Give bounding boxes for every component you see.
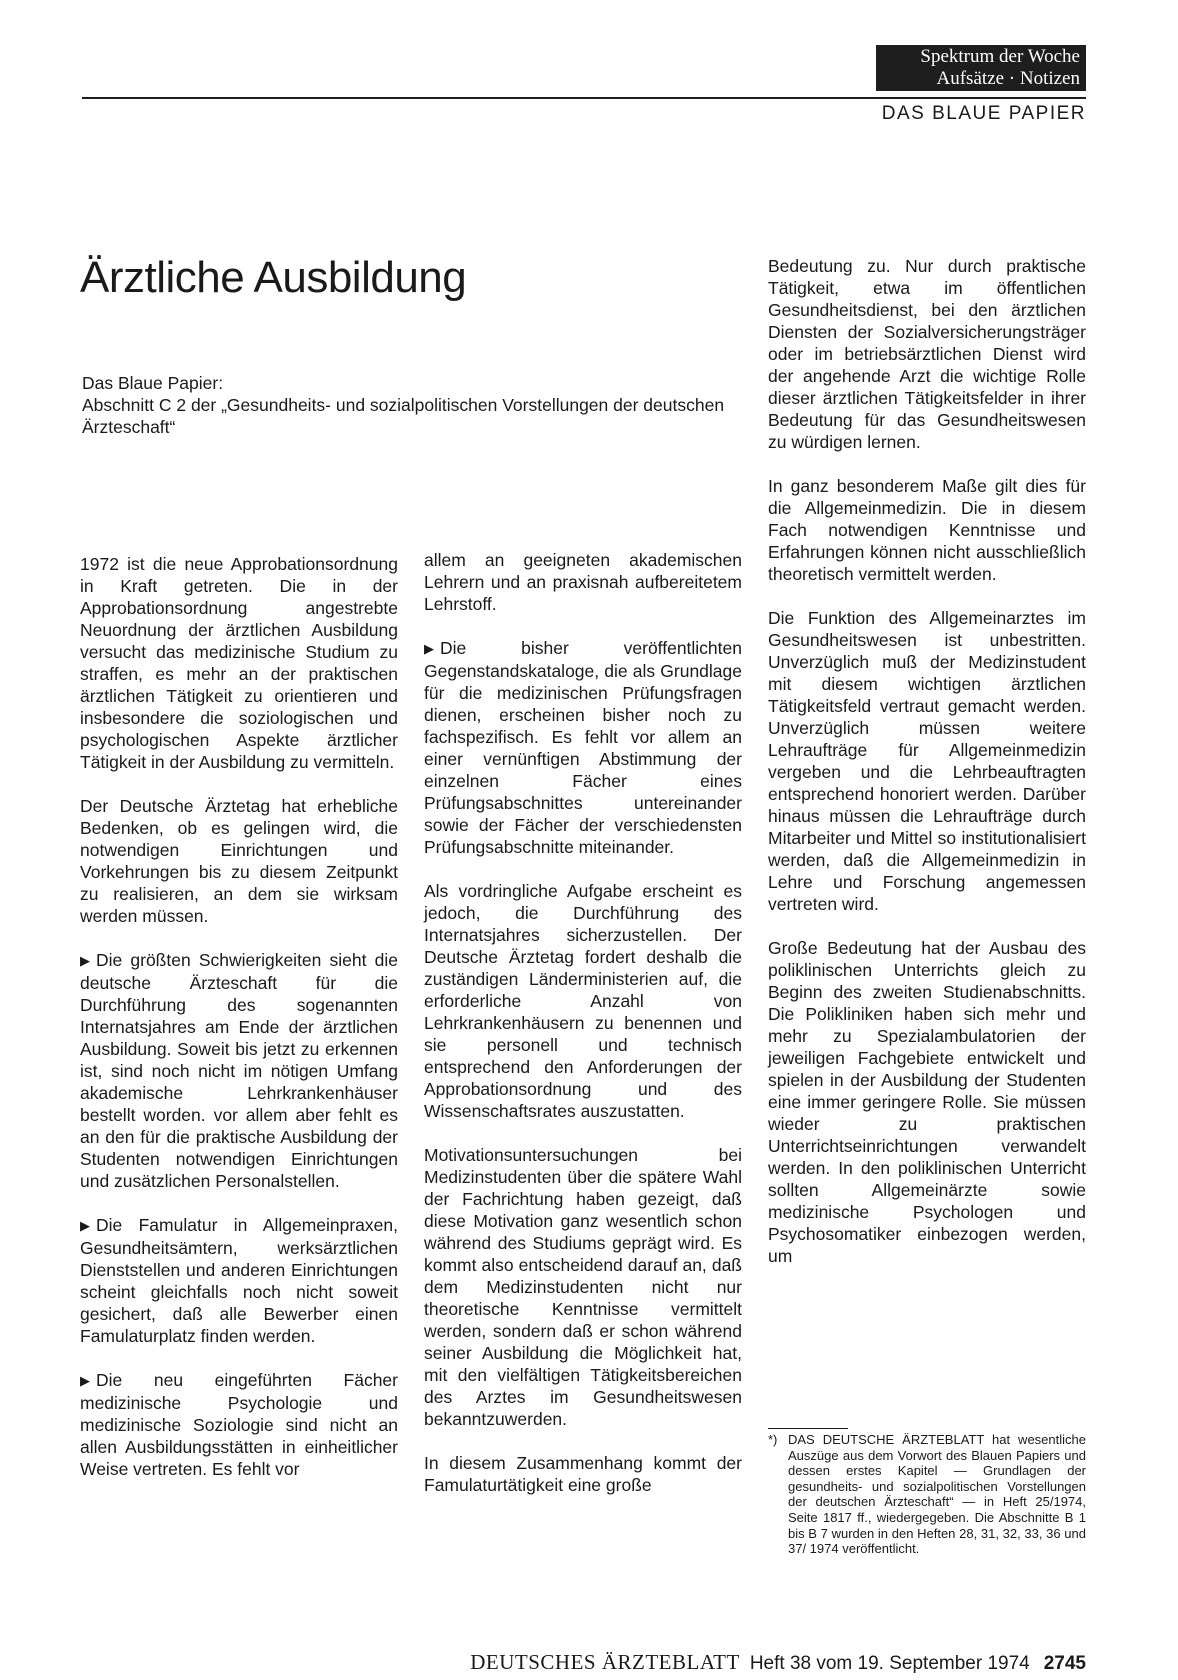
paragraph-text: Die größten Schwierigkeiten sieht die deutsche Ärzteschaft für die Durchführung des sogenannten Internatsjahres am Ende der ärztlichen Ausbildung. Soweit bis jetzt zu erkennen ist, sind noch nicht im nötigen Umfang akademische Lehrkrankenhäuser bestellt worden. vor allem aber fehlt es an den für die praktische Ausbildung der Studenten notwendigen Einrichtungen und zusätzlichen Personalstellen. — [80, 950, 398, 1191]
footnote-text: DAS DEUTSCHE ÄRZTEBLATT hat wesentliche Auszüge aus dem Vorwort des Blauen Papiers und dessen erstes Kapitel — Grundlagen der gesundheits- und sozialpolitischen Vorstellungen der deutschen Ärzteschaft“ — in Heft 25/1974, Seite 1817 ff., wiedergegeben. Die Abschnitte B 1 bis B 7 wurden in den Heften 28, 31, 32, 33, 36 und 37/ 1974 veröffentlicht. — [788, 1432, 1086, 1557]
article-title: Ärztliche Ausbildung — [80, 253, 467, 302]
paragraph: Die Funktion des Allgemeinarztes im Gesundheitswesen ist unbestritten. Unverzüglich muß der Medizinstudent mit diesem wichtigen ärztlichen Tätigkeitsfeld vertraut gemacht werden. Unverzüglich müssen weitere Lehraufträge für Allgemeinmedizin vergeben und die Lehrbeauftragten entsprechend honoriert werden. Darüber hinaus müssen die Lehraufträge durch Mitarbeiter und Mittel so institutionalisiert werden, daß die Allgemeinmedizin in Lehre und Forschung angemessen vertreten wird. — [768, 608, 1086, 914]
footnote-rule — [768, 1428, 848, 1429]
footnote-marker: *) — [768, 1432, 778, 1447]
article-intro — [82, 372, 747, 438]
paragraph: Als vordringliche Aufgabe erscheint es jedoch, die Durchführung des Internatsjahres sicherzustellen. Der Deutsche Ärztetag fordert deshalb die zuständigen Länderministerien auf, die erforderliche Anzahl von Lehrkrankenhäusern zu benennen und sie personell und technisch entsprechend den Anforderungen der Approbationsordnung und des Wissenschaftsrates auszustatten. — [424, 881, 742, 1121]
triangle-right-icon: ▶ — [80, 1218, 90, 1233]
bullet-paragraph — [80, 949, 398, 1192]
bullet-paragraph — [424, 637, 742, 858]
paragraph: 1972 ist die neue Approbationsordnung in Kraft getreten. Die in der Approbationsordnung angestrebte Neuordnung der ärztlichen Ausbildung versucht das medizinische Studium zu straffen, es mehr an der praktischen ärztlichen Tätigkeit zu orientieren und insbesondere die soziologischen und psychologischen Aspekte ärztlicher Tätigkeit in der Ausbildung zu vermitteln. — [80, 554, 398, 772]
section-label-line1: Spektrum der Woche — [920, 46, 1080, 67]
bullet-paragraph — [80, 1369, 398, 1480]
paragraph: Bedeutung zu. Nur durch praktische Tätigkeit, etwa im öffentlichen Gesundheitsdienst, bei den ärztlichen Diensten der Sozialversicherungsträger oder im betriebsärztlichen Dienst wird der angehende Arzt die wichtige Rolle dieser ärztlichen Tätigkeitsfelder in ihrer Bedeutung für das Gesundheitswesen zu würdigen lernen. — [768, 256, 1086, 452]
paragraph-text: Die neu eingeführten Fächer medizinische Psychologie und medizinische Soziologie sind nicht an allen Ausbildungsstätten in einheitlicher Weise vertreten. Es fehlt vor — [80, 1370, 398, 1479]
text-column-3 — [768, 255, 1086, 1289]
intro-line-1: Das Blaue Papier: — [82, 373, 224, 393]
section-label-line2: Aufsätze · Notizen — [936, 68, 1080, 89]
header-rule — [82, 97, 1086, 99]
paragraph-text: Die bisher veröffentlichten Gegenstandskataloge, die als Grundlage für die medizinischen Prüfungsfragen dienen, erscheinen bisher noch zu fachspezifisch. Es fehlt vor allem an einer vernünftigen Abstimmung der einzelnen Fächer eines Prüfungsabschnittes untereinander sowie der Fächer der verschiedensten Prüfungsabschnitte miteinander. — [424, 638, 742, 857]
footnote — [768, 1432, 1086, 1557]
bullet-paragraph — [80, 1214, 398, 1347]
series-label: DAS BLAUE PAPIER — [881, 103, 1086, 124]
triangle-right-icon: ▶ — [80, 953, 90, 968]
paragraph: Motivationsuntersuchungen bei Medizinstudenten über die spätere Wahl der Fachrichtung haben gezeigt, daß diese Motivation ganz wesentlich schon während des Studiums geprägt wird. Es kommt also entscheidend darauf an, daß dem Medizinstudenten nicht nur theoretische Kenntnisse vermittelt werden, sondern daß er schon während seiner Ausbildung die Möglichkeit hat, mit den vielfältigen Tätigkeitsbereichen des Arztes im Gesundheitswesen bekanntzuwerden. — [424, 1145, 742, 1429]
section-badge — [876, 45, 1086, 91]
paragraph-text: Die Famulatur in Allgemeinpraxen, Gesundheitsämtern, werksärztlichen Dienststellen und anderen Einrichtungen scheint gleichfalls noch nicht soweit gesichert, daß alle Bewerber einen Famulaturplatz finden werden. — [80, 1215, 398, 1346]
journal-name: DEUTSCHES ÄRZTEBLATT — [470, 1650, 740, 1674]
paragraph: Der Deutsche Ärztetag hat erhebliche Bedenken, ob es gelingen wird, die notwendigen Einrichtungen und Vorkehrungen bis zu diesem Zeitpunkt zu realisieren, an dem sie wirksam werden müssen. — [80, 796, 398, 926]
issue-info: Heft 38 vom 19. September 1974 — [749, 1653, 1030, 1674]
intro-line-2: Abschnitt C 2 der „Gesundheits- und sozialpolitischen Vorstellungen der deutschen Ärzteschaft“ — [82, 395, 725, 437]
text-column-1 — [80, 553, 398, 1502]
text-column-2 — [424, 549, 742, 1518]
paragraph: Große Bedeutung hat der Ausbau des poliklinischen Unterrichts gleich zu Beginn des zweiten Studienabschnitts. Die Polikliniken haben sich mehr und mehr zu Spezialambulatorien der jeweiligen Fachgebiete entwickelt und spielen in der Ausbildung der Studenten eine immer geringere Rolle. Sie müssen wieder zu praktischen Unterrichtseinrichtungen verwandelt werden. In den poliklinischen Unterricht sollten Allgemeinärzte sowie medizinische Psychologen und Psychosomatiker einbezogen werden, um — [768, 938, 1086, 1266]
triangle-right-icon: ▶ — [424, 641, 434, 656]
page-footer — [400, 1650, 1086, 1675]
paragraph: allem an geeigneten akademischen Lehrern und an praxisnah aufbereitetem Lehrstoff. — [424, 550, 742, 614]
paragraph: In ganz besonderem Maße gilt dies für die Allgemeinmedizin. Die in diesem Fach notwendigen Kenntnisse und Erfahrungen können nicht ausschließlich theoretisch vermittelt werden. — [768, 476, 1086, 584]
triangle-right-icon: ▶ — [80, 1373, 90, 1388]
page-number: 2745 — [1043, 1653, 1086, 1674]
paragraph: In diesem Zusammenhang kommt der Famulaturtätigkeit eine große — [424, 1453, 742, 1495]
